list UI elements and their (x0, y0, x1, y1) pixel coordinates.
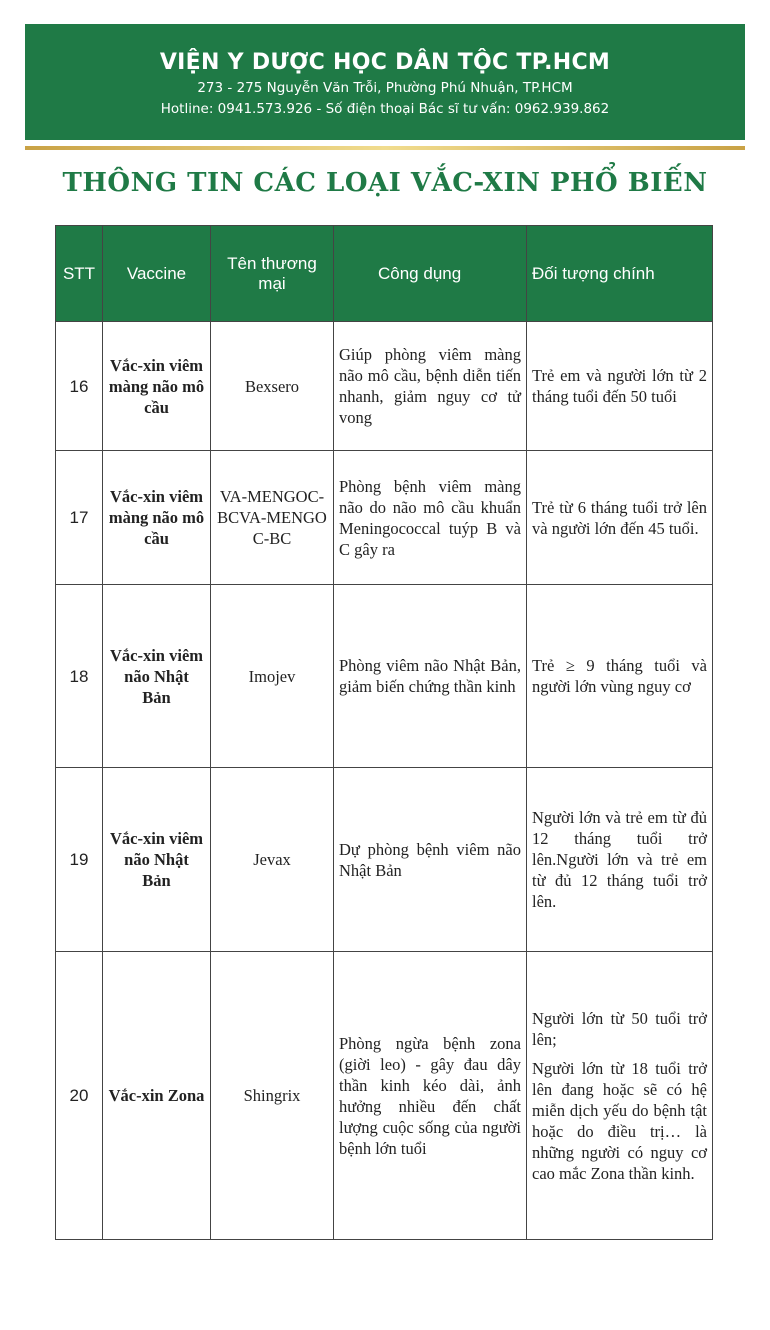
row-stt: 20 (56, 952, 103, 1240)
row-brand: Bexsero (211, 322, 334, 451)
row-brand: Imojev (211, 585, 334, 768)
header-use: Công dụng (334, 226, 527, 322)
row-brand: VA-MENGOC-BCVA-MENGOC-BC (211, 451, 334, 585)
row-use: Phòng viêm não Nhật Bản, giảm biến chứng thần kinh (334, 585, 527, 768)
row-vaccine: Vắc-xin viêm não Nhật Bản (103, 768, 211, 952)
page-header (25, 24, 745, 140)
row-brand: Jevax (211, 768, 334, 952)
row-target (527, 585, 713, 768)
header-vaccine: Vaccine (103, 226, 211, 322)
header-divider (25, 146, 745, 150)
table-row (56, 768, 713, 952)
organization-hotline: Hotline: 0941.573.926 - Số điện thoại Bác sĩ tư vấn: 0962.939.862 (160, 101, 610, 117)
target-text: Người lớn từ 50 tuổi trở lên; (532, 1008, 707, 1049)
header-brand: Tên thương mại (211, 226, 334, 322)
organization-address: 273 - 275 Nguyễn Văn Trỗi, Phường Phú Nhuận, TP.HCM (197, 80, 573, 96)
row-use: Phòng ngừa bệnh zona (giời leo) - gây đau dây thần kinh kéo dài, ảnh hưởng nhiều đến chất lượng cuộc sống của người bệnh lớn tuổi (334, 952, 527, 1240)
row-vaccine: Vắc-xin viêm màng não mô cầu (103, 451, 211, 585)
target-text: Người lớn và trẻ em từ đủ 12 tháng tuổi trở lên.Người lớn và trẻ em từ đủ 12 tháng tuổi trở lên. (532, 808, 707, 911)
target-text: Trẻ ≥ 9 tháng tuổi và người lớn vùng nguy cơ (532, 656, 707, 696)
header-stt: STT (56, 226, 103, 322)
table-header-row (56, 226, 713, 322)
table-row (56, 585, 713, 768)
row-target (527, 322, 713, 451)
row-stt: 17 (56, 451, 103, 585)
row-stt: 18 (56, 585, 103, 768)
row-use: Giúp phòng viêm màng não mô cầu, bệnh diễn tiến nhanh, giảm nguy cơ tử vong (334, 322, 527, 451)
row-target (527, 952, 713, 1240)
vaccine-table (55, 225, 713, 1240)
header-target: Đối tượng chính (527, 226, 713, 322)
target-text: Trẻ từ 6 tháng tuổi trở lên và người lớn đến 45 tuổi. (532, 497, 707, 538)
row-vaccine: Vắc-xin Zona (103, 952, 211, 1240)
row-stt: 16 (56, 322, 103, 451)
row-target (527, 768, 713, 952)
page-title: THÔNG TIN CÁC LOẠI VẮC-XIN PHỔ BIẾN (62, 168, 708, 198)
row-use: Phòng bệnh viêm màng não do não mô cầu khuẩn Meningococcal tuýp B và C gây ra (334, 451, 527, 585)
table-row (56, 952, 713, 1240)
organization-name: VIỆN Y DƯỢC HỌC DÂN TỘC TP.HCM (159, 50, 611, 75)
row-vaccine: Vắc-xin viêm não Nhật Bản (103, 585, 211, 768)
row-use: Dự phòng bệnh viêm não Nhật Bản (334, 768, 527, 952)
target-text: Trẻ em và người lớn từ 2 tháng tuổi đến 50 tuổi (532, 366, 707, 406)
row-target (527, 451, 713, 585)
row-vaccine: Vắc-xin viêm màng não mô cầu (103, 322, 211, 451)
row-stt: 19 (56, 768, 103, 952)
table-row (56, 322, 713, 451)
row-brand: Shingrix (211, 952, 334, 1240)
target-text: Người lớn từ 18 tuổi trở lên đang hoặc sẽ có hệ miễn dịch yếu do bệnh tật hoặc do điều trị… là những người có nguy cơ cao mắc Zona thần kinh. (532, 1058, 707, 1183)
table-row (56, 451, 713, 585)
